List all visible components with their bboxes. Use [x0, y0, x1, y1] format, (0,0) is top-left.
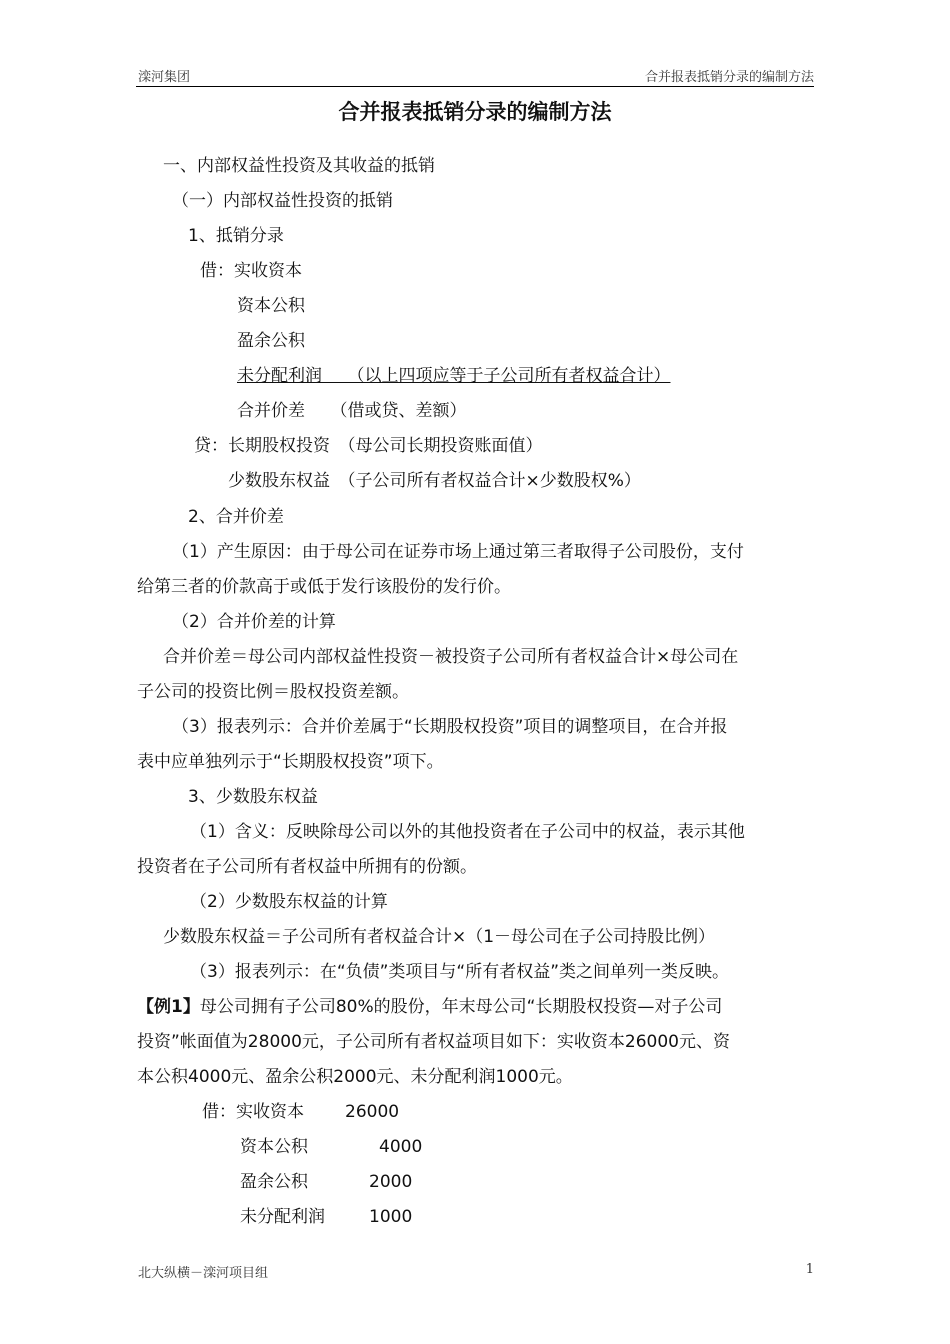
item-heading: 2、合并价差 — [188, 507, 284, 527]
paragraph-line: 投资者在子公司所有者权益中所拥有的份额。 — [137, 857, 477, 877]
header-right: 合并报表抵销分录的编制方法 — [644, 70, 814, 85]
example-text: 母公司拥有子公司80%的股份，年末母公司“长期股权投资—对子公司 — [199, 997, 723, 1017]
entry-line: 合并价差 （借或贷、差额） — [237, 401, 467, 421]
paragraph-line: 投资”帐面值为28000元，子公司所有者权益项目如下：实收资本26000元、资 — [137, 1032, 730, 1052]
paragraph-line: （1）产生原因：由于母公司在证券市场上通过第三者取得子公司股份，支付 — [172, 542, 744, 562]
example-entry-value: 1000 — [369, 1207, 413, 1227]
paragraph-line: 合并价差＝母公司内部权益性投资－被投资子公司所有者权益合计×母公司在 — [163, 647, 739, 667]
paragraph-line: （2）少数股东权益的计算 — [190, 892, 388, 912]
page-title: 合并报表抵销分录的编制方法 — [338, 100, 612, 124]
section-heading: 一、内部权益性投资及其收益的抵销 — [163, 156, 435, 176]
item-heading: 1、抵销分录 — [188, 226, 284, 246]
paragraph-line: 少数股东权益＝子公司所有者权益合计×（1－母公司在子公司持股比例） — [163, 927, 716, 947]
example-entry-label: 资本公积 — [240, 1137, 308, 1157]
entry-line: 未分配利润 （以上四项应等于子公司所有者权益合计） — [237, 366, 671, 386]
subsection-heading: （一）内部权益性投资的抵销 — [172, 191, 393, 211]
paragraph-line: （3）报表列示：在“负债”类项目与“所有者权益”类之间单列一类反映。 — [190, 962, 730, 982]
example-entry-value: 2000 — [369, 1172, 413, 1192]
paragraph-line: 表中应单独列示于“长期股权投资”项下。 — [137, 752, 444, 772]
paragraph-line: （3）报表列示：合并价差属于“长期股权投资”项目的调整项目，在合并报 — [172, 717, 728, 737]
page-number: 1 — [805, 1262, 814, 1277]
example-entry-label: 借：实收资本 — [202, 1102, 304, 1122]
entry-line: 借：实收资本 — [200, 261, 302, 281]
example-entry-label: 未分配利润 — [240, 1207, 325, 1227]
paragraph-line: （2）合并价差的计算 — [172, 612, 336, 632]
example-entry-value: 26000 — [345, 1102, 400, 1122]
entry-line: 贷：长期股权投资 （母公司长期投资账面值） — [194, 436, 543, 456]
paragraph-line: （1）含义：反映除母公司以外的其他投资者在子公司中的权益，表示其他 — [190, 822, 745, 842]
example-line — [137, 996, 722, 1018]
entry-line: 资本公积 — [237, 296, 305, 316]
header-left: 滦河集团 — [138, 70, 191, 85]
footer-left: 北大纵横－滦河项目组 — [138, 1266, 269, 1281]
entry-line: 盈余公积 — [237, 331, 305, 351]
example-entry-label: 盈余公积 — [240, 1172, 308, 1192]
example-entry-value: 4000 — [379, 1137, 423, 1157]
paragraph-line: 子公司的投资比例＝股权投资差额。 — [137, 682, 409, 702]
entry-line: 少数股东权益 （子公司所有者权益合计×少数股权%） — [228, 471, 641, 491]
paragraph-line: 本公积4000元、盈余公积2000元、未分配利润1000元。 — [137, 1067, 573, 1087]
item-heading: 3、少数股东权益 — [188, 787, 318, 807]
example-label: 【例1】 — [137, 997, 200, 1017]
paragraph-line: 给第三者的价款高于或低于发行该股份的发行价。 — [137, 577, 511, 597]
header-rule — [136, 86, 814, 87]
